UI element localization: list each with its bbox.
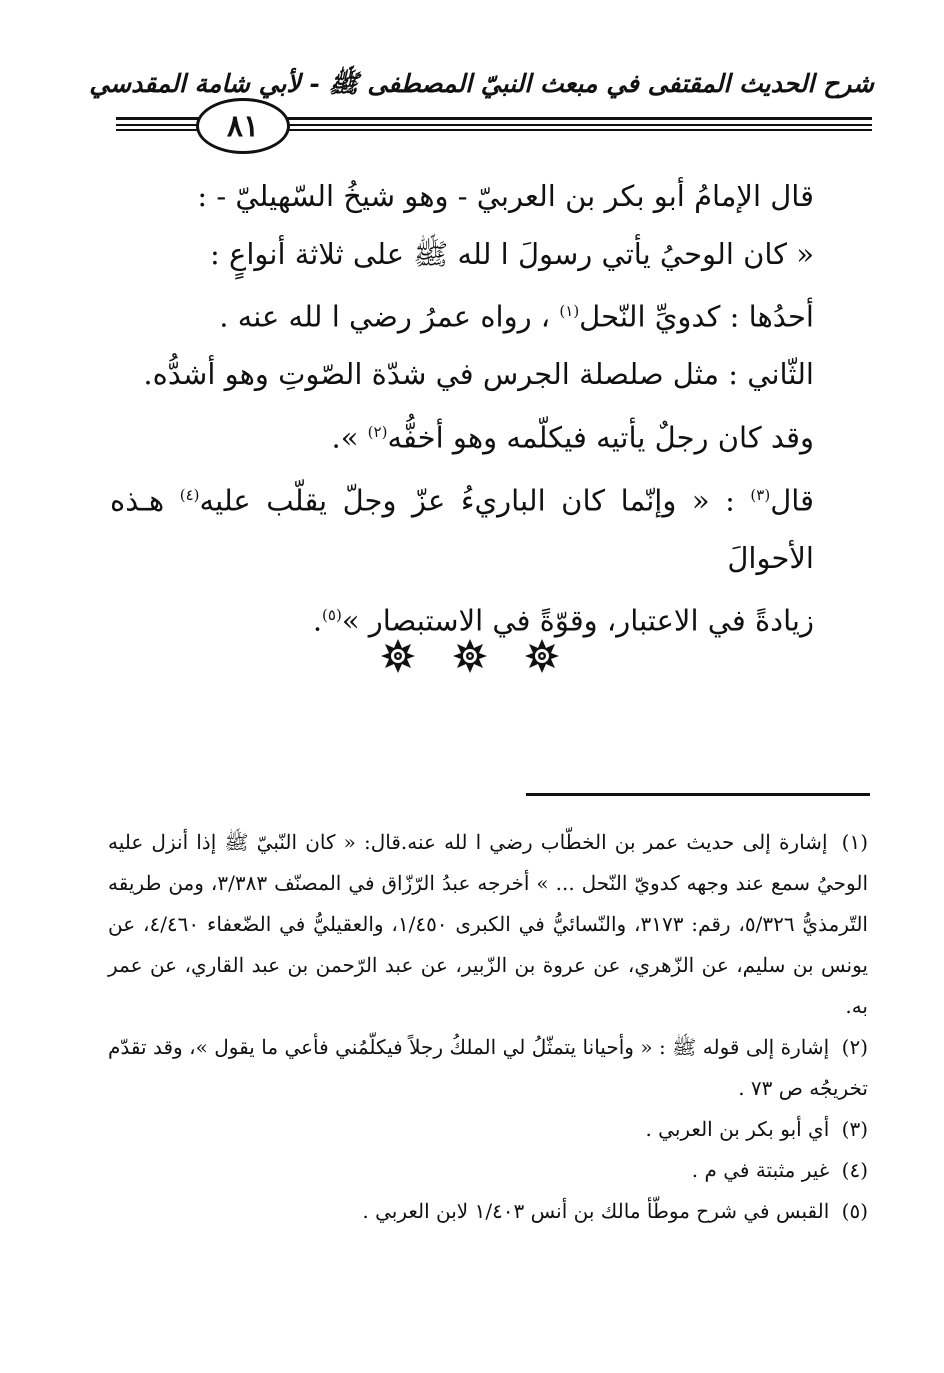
body-text: « كان الوحيُ يأتي رسولَ ا لله ﷺ على ثلاثة أنواعٍ : [210, 236, 814, 271]
footnote-text: إشارة إلى حديث عمر بن الخطّاب رضي ا لله عنه.قال: « كان النّبيّ ﷺ إذا أنزل عليه الوحيُ سمع عند وجهه كدويّ النّحل ... » أخرجه عبدُ الرّزّاق في المصنّف ٣/٣٨٣، ومن طريقه التّرمذيُّ ٥/٣٢٦، رقم: ٣١٧٣، والنّسائيُّ في الكبرى ١/٤٥٠، والعقيليُّ في الضّعفاء ٤/٤٦٠، عن يونس بن سليم، عن الزّهري، عن عروة بن الزّبير، عن عبد الرّحمن بن عبد القاري، عن عمر به. [108, 830, 869, 1018]
body-text: الثّاني : مثل صلصلة الجرس في شدّة الصّوتِ وهو أشدُّه. [143, 357, 814, 392]
footnote-text: القبس في شرح موطّأ مالك بن أنس ١/٤٠٣ لابن العربي . [362, 1199, 830, 1223]
body-line [110, 226, 814, 284]
footnote [108, 1027, 868, 1109]
footnote [108, 1150, 868, 1191]
body-text: هـذه الأحوالَ [110, 483, 814, 575]
body-text: : « وإنّما كان الباريءُ عزّ وجلّ يقلّب عليه [199, 483, 751, 518]
page-number-text: ٨١ [226, 108, 260, 144]
footnote-ref: (٤) [179, 485, 200, 504]
floral-star-ornament-icon [452, 638, 488, 674]
footnote-ref: (١) [559, 302, 580, 320]
body-text: ». [331, 420, 368, 455]
section-divider-ornaments [380, 638, 560, 674]
footnote-text: أي أبو بكر بن العربي . [645, 1117, 830, 1141]
footnote-number: (٢) [841, 1035, 868, 1059]
body-text: . [312, 604, 323, 639]
footnote-number: (٥) [841, 1199, 868, 1223]
footnote-number: (٤) [841, 1158, 868, 1182]
footnote-ref: (٣) [750, 485, 771, 504]
running-header-title: شرح الحديث المقتفى في مبعث النبيّ المصطفى ﷺ - لأبي شامة المقدسي [89, 69, 874, 98]
footnote-ref: (٢) [367, 422, 388, 441]
body-line [110, 283, 814, 346]
floral-star-ornament-icon [380, 638, 416, 674]
footnote-separator [526, 793, 870, 796]
body-text: قال [770, 483, 814, 518]
page-number [196, 98, 290, 154]
footnote [108, 1109, 868, 1150]
floral-star-ornament-icon [524, 638, 560, 674]
body-text: قال الإمامُ أبو بكر بن العربيّ - وهو شيخُ السّهيليّ - : [197, 179, 814, 213]
main-text [110, 168, 814, 651]
footnote [108, 822, 868, 1027]
footnote-number: (١) [841, 830, 868, 854]
footnote-text: غير مثبتة في م . [691, 1158, 830, 1182]
footnotes [108, 822, 868, 1232]
body-text: ، رواه عمرُ رضي ا لله عنه . [219, 299, 560, 334]
body-text: وقد كان رجلٌ يأتيه فيكلّمه وهو أخفُّه [387, 420, 814, 455]
footnote [108, 1191, 868, 1232]
footnote-number: (٣) [841, 1117, 868, 1141]
body-line [110, 346, 814, 404]
body-line [110, 467, 814, 588]
body-line [110, 168, 814, 226]
footnote-ref: (٥) [322, 606, 342, 625]
body-text: أحدُها : كدويِّ النّحل [579, 299, 814, 334]
body-line [110, 404, 814, 467]
footnote-text: إشارة إلى قوله ﷺ : « وأحيانا يتمثّلُ لي الملكُ رجلاً فيكلّمُني فأعي ما يقول »، وقد تقدّم تخريجُه ص ٧٣ . [108, 1035, 868, 1100]
body-text: زيادةً في الاعتبار، وقوّةً في الاستبصار » [341, 604, 814, 639]
